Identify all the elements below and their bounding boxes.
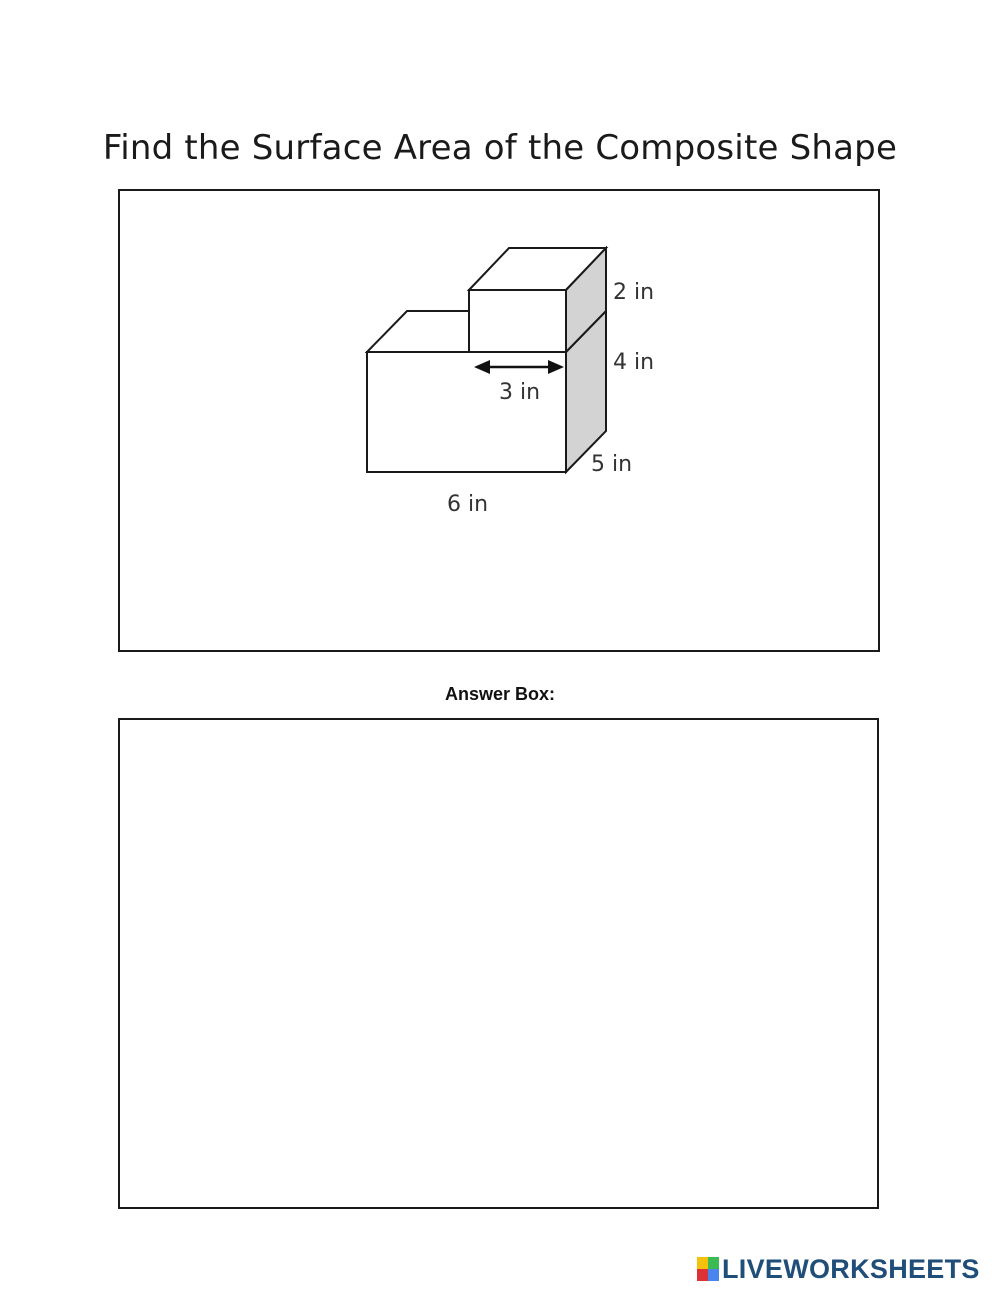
label-top-height: 2 in [613,280,655,305]
logo-square-yellow [697,1257,708,1269]
label-top-width: 3 in [499,380,541,405]
liveworksheets-logo-text: LIVEWORKSHEETS [722,1253,980,1284]
figure-box [118,189,880,652]
bottom-prism-top-face [367,311,469,352]
worksheet-title: Find the Surface Area of the Composite Shape [102,128,898,168]
logo-square-blue [708,1269,719,1281]
answer-box[interactable] [118,718,879,1209]
logo-square-green [708,1257,719,1269]
answer-box-label: Answer Box: [444,684,556,704]
composite-shape-figure [120,191,878,650]
liveworksheets-logo [697,1254,980,1284]
label-depth: 5 in [591,452,633,477]
label-bottom-width: 6 in [447,492,489,517]
top-prism-front-face [469,290,566,352]
label-bottom-height: 4 in [613,350,655,375]
logo-square-red [697,1269,708,1281]
bottom-prism-front-face [367,352,566,472]
liveworksheets-logo-icon [697,1257,719,1281]
